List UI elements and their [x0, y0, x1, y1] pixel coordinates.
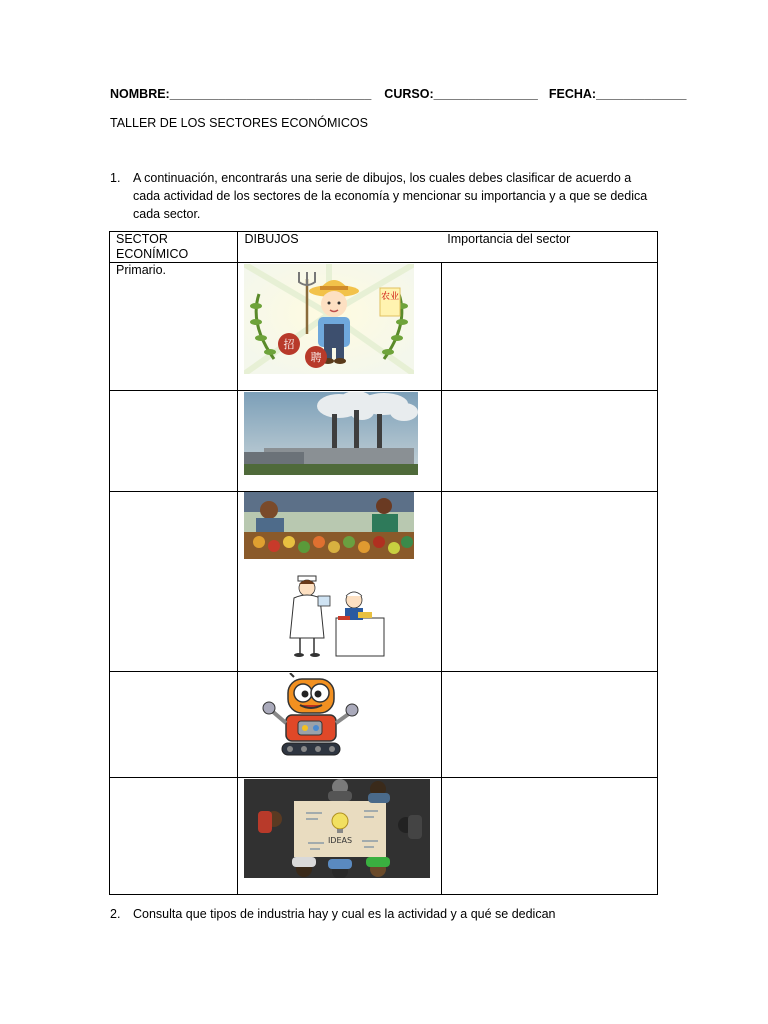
sign-char-agriculture: 农业: [381, 292, 400, 302]
question-1-text: A continuación, encontrarás una serie de dibujos, los cuales debes clasificar de acuerdo a cada actividad de los sectores de la economía y mencionar su importancia y a que se dedica cada sector.: [133, 171, 648, 221]
question-2-number: 2.: [110, 907, 121, 921]
table-row: [110, 391, 658, 492]
table-row: [110, 263, 658, 391]
sector-cell: [110, 492, 238, 672]
table-row: [110, 492, 658, 672]
sector-cell: [110, 672, 238, 778]
question-1-number: 1.: [110, 171, 121, 185]
header-dibujos: DIBUJOS: [238, 232, 441, 263]
drawing-cell: [238, 672, 441, 778]
farmer-illustration: [244, 264, 414, 374]
factory-smokestacks-photo: [244, 392, 418, 475]
page-title: TALLER DE LOS SECTORES ECONÓMICOS: [110, 116, 368, 130]
table-row: [110, 778, 658, 895]
nombre-label: NOMBRE:_____________________________: [110, 87, 372, 101]
header-importancia: Importancia del sector: [441, 232, 657, 263]
header-line: [110, 87, 687, 101]
sign-char-zhao: 招: [283, 338, 295, 351]
drawing-cell: [238, 492, 441, 672]
curso-label: CURSO:_______________: [384, 87, 538, 101]
nurse-illustration: [278, 574, 390, 660]
question-2: [110, 907, 556, 921]
importance-cell[interactable]: [441, 263, 657, 391]
table-header-row: [110, 232, 658, 263]
fecha-label: FECHA:_____________: [548, 87, 687, 101]
drawing-cell: [238, 391, 441, 492]
importance-cell[interactable]: [441, 492, 657, 672]
importance-cell[interactable]: [441, 672, 657, 778]
sector-cell: [110, 391, 238, 492]
board-ideas-text: IDEAS: [328, 836, 353, 845]
market-vendors-photo: [244, 492, 414, 559]
drawing-cell: [238, 778, 441, 895]
importance-cell[interactable]: [441, 778, 657, 895]
team-meeting-ideas-photo: [244, 779, 430, 878]
sector-cell: Primario.: [110, 263, 238, 391]
importance-cell[interactable]: [441, 391, 657, 492]
robot-cartoon: [254, 673, 366, 759]
sectors-table: [109, 231, 658, 895]
question-1: [110, 169, 658, 223]
drawing-cell: [238, 263, 441, 391]
sign-char-pin: 聘: [310, 351, 322, 364]
header-sector: SECTOR ECONÍMICO: [110, 232, 238, 263]
sector-cell: [110, 778, 238, 895]
table-row: [110, 672, 658, 778]
question-2-text: Consulta que tipos de industria hay y cual es la actividad y a qué se dedican: [133, 907, 556, 921]
